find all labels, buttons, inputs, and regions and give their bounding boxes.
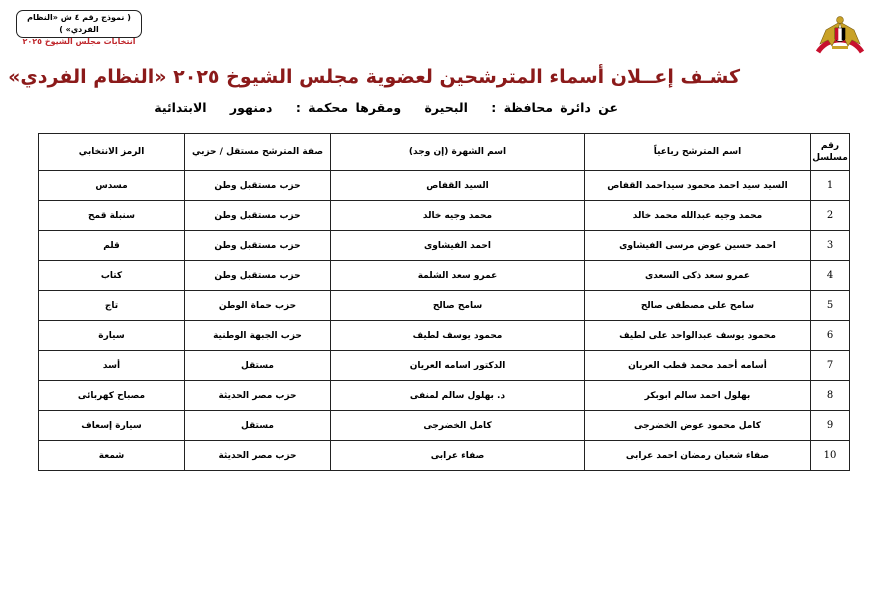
cell-nickname: احمد الفيشاوى	[331, 231, 585, 261]
cell-candidate-status: حزب مستقبل وطن	[185, 231, 331, 261]
table-row	[39, 231, 850, 261]
cell-candidate-status: حزب حماة الوطن	[185, 291, 331, 321]
cell-candidate-name: محمد وجيه عبدالله محمد خالد	[585, 201, 811, 231]
court-label: ومقرها محكمة :	[295, 100, 402, 115]
header-candidate-name: اسم المترشح رباعياً	[585, 134, 811, 171]
header-candidate-status: صفة المترشح مستقل / حزبي	[185, 134, 331, 171]
cell-candidate-status: حزب مستقبل وطن	[185, 201, 331, 231]
cell-electoral-symbol: سيارة	[39, 321, 185, 351]
emblem-shield-black	[842, 28, 845, 40]
cell-electoral-symbol: تاج	[39, 291, 185, 321]
district-label: عن دائرة محافظة :	[491, 100, 618, 115]
cell-electoral-symbol: سنبلة قمح	[39, 201, 185, 231]
cell-candidate-name: عمرو سعد ذكى السعدى	[585, 261, 811, 291]
cell-candidate-name: سامح على مصطفى صالح	[585, 291, 811, 321]
emblem-scroll	[832, 46, 848, 49]
cell-candidate-status: حزب مصر الحديثة	[185, 441, 331, 471]
cell-nickname: محمد وجيه خالد	[331, 201, 585, 231]
header-nickname: اسم الشهرة (إن وجد)	[331, 134, 585, 171]
cell-serial-number: 9	[811, 411, 850, 441]
cell-electoral-symbol: شمعة	[39, 441, 185, 471]
table-row	[39, 171, 850, 201]
cell-electoral-symbol: سيارة إسعاف	[39, 411, 185, 441]
table-row	[39, 321, 850, 351]
table-row	[39, 201, 850, 231]
cell-nickname: د. بهلول سالم لمنفى	[331, 381, 585, 411]
table-header-row	[39, 134, 850, 171]
form-number-label	[16, 10, 142, 46]
cell-nickname: السيد القفاص	[331, 171, 585, 201]
cell-candidate-status: مستقل	[185, 351, 331, 381]
cell-nickname: عمرو سعد الشلمة	[331, 261, 585, 291]
candidates-table	[38, 133, 850, 471]
district-info	[154, 100, 618, 115]
cell-serial-number: 8	[811, 381, 850, 411]
table-row	[39, 411, 850, 441]
table-row	[39, 351, 850, 381]
table-row	[39, 291, 850, 321]
court-name: دمنهور	[229, 100, 273, 115]
election-name-line: انتخابات مجلس الشيوخ ٢٠٢٥	[22, 37, 136, 46]
cell-candidate-name: أسامه أحمد محمد قطب العريان	[585, 351, 811, 381]
cell-candidate-name: محمود يوسف عبدالواحد على لطيف	[585, 321, 811, 351]
cell-candidate-name: السيد سيد احمد محمود سيداحمد القفاص	[585, 171, 811, 201]
cell-serial-number: 7	[811, 351, 850, 381]
cell-nickname: سامح صالح	[331, 291, 585, 321]
cell-electoral-symbol: مسدس	[39, 171, 185, 201]
cell-serial-number: 4	[811, 261, 850, 291]
table-row	[39, 261, 850, 291]
cell-candidate-name: بهلول احمد سالم ابوبكر	[585, 381, 811, 411]
cell-electoral-symbol: قلم	[39, 231, 185, 261]
emblem-shield-red	[835, 28, 838, 40]
emblem-head	[837, 17, 844, 24]
court-type: الابتدائية	[154, 100, 207, 115]
cell-serial-number: 6	[811, 321, 850, 351]
cell-electoral-symbol: أسد	[39, 351, 185, 381]
cell-nickname: كامل الخضرجى	[331, 411, 585, 441]
governorate-name: البحيرة	[424, 100, 468, 115]
cell-serial-number: 1	[811, 171, 850, 201]
cell-serial-number: 5	[811, 291, 850, 321]
cell-candidate-name: صفاء شعبان رمضان احمد عرابى	[585, 441, 811, 471]
cell-serial-number: 3	[811, 231, 850, 261]
cell-serial-number: 2	[811, 201, 850, 231]
cell-nickname: محمود يوسف لطيف	[331, 321, 585, 351]
header-electoral-symbol: الرمز الانتخابي	[39, 134, 185, 171]
cell-electoral-symbol: كتاب	[39, 261, 185, 291]
egypt-eagle-emblem-icon	[806, 8, 874, 62]
cell-serial-number: 10	[811, 441, 850, 471]
header-serial-number: رقم مسلسل	[811, 134, 850, 171]
cell-candidate-name: كامل محمود عوض الخضرجى	[585, 411, 811, 441]
table-row	[39, 381, 850, 411]
cell-candidate-status: حزب مستقبل وطن	[185, 261, 331, 291]
cell-candidate-status: مستقل	[185, 411, 331, 441]
cell-candidate-status: حزب مستقبل وطن	[185, 171, 331, 201]
page-title: كشـف إعــلان أسماء المترشحين لعضوية مجلس الشيوخ ٢٠٢٥ «النظام الفردي»	[8, 66, 740, 88]
cell-candidate-status: حزب مصر الحديثة	[185, 381, 331, 411]
cell-candidate-name: احمد حسين عوض مرسى الفيشاوى	[585, 231, 811, 261]
cell-candidate-status: حزب الجبهة الوطنية	[185, 321, 331, 351]
form-number-line: ( نموذج رقم ٤ ش «النظام الفردي» )	[27, 13, 131, 34]
table-row	[39, 441, 850, 471]
cell-nickname: الدكتور اسامه العريان	[331, 351, 585, 381]
cell-nickname: صفاء عرابى	[331, 441, 585, 471]
cell-electoral-symbol: مصباح كهربائى	[39, 381, 185, 411]
